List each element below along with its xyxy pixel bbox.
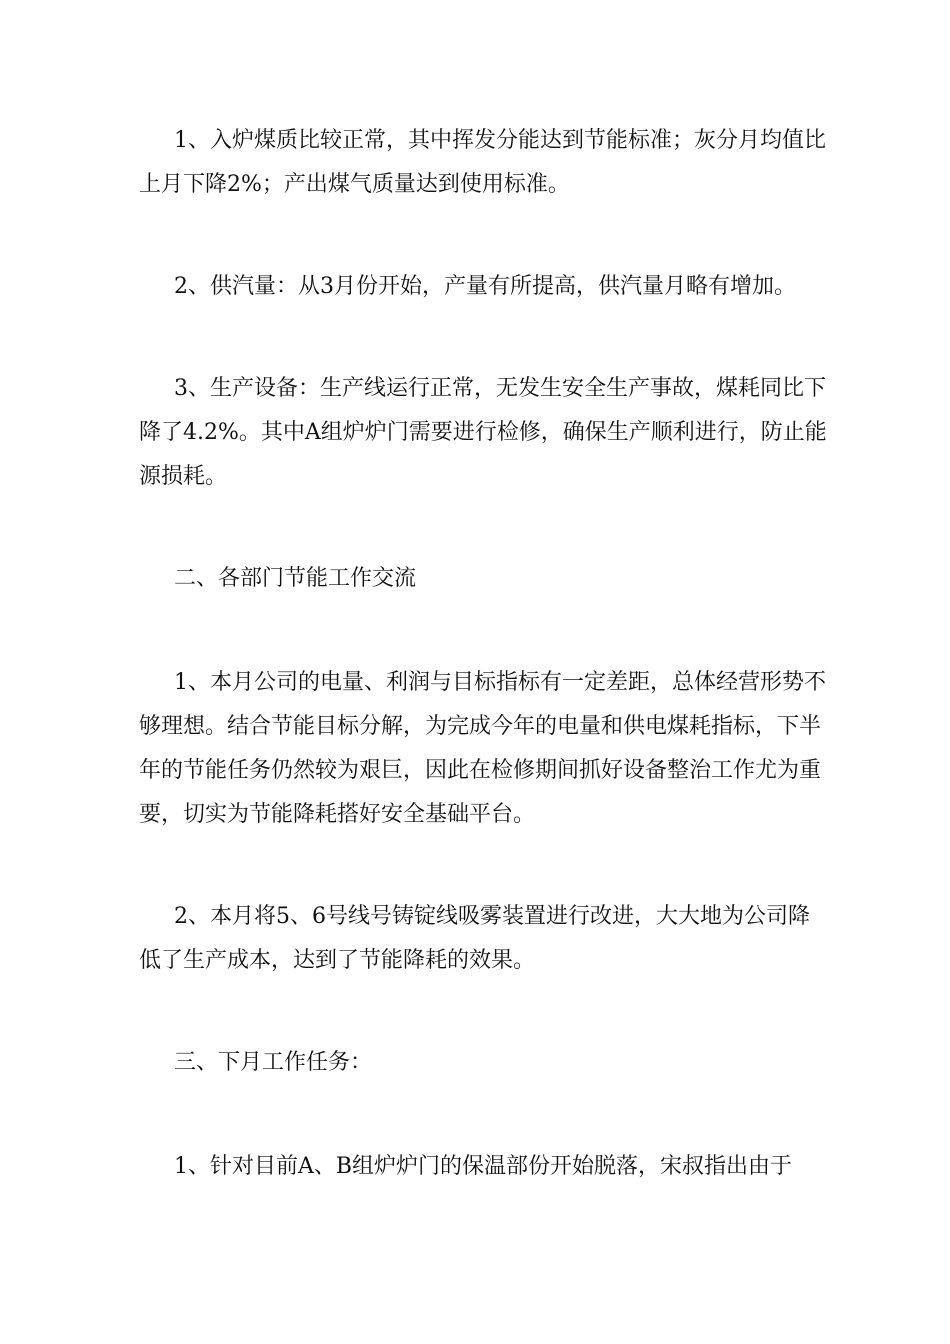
- paragraph: [139, 661, 829, 837]
- section-heading: [139, 557, 829, 601]
- text-line: 三、下月工作任务：: [174, 1050, 373, 1075]
- paragraph: [139, 895, 829, 983]
- text-line: 尤为重要，切实为节能降耗搭好安全基础平台。: [139, 758, 822, 827]
- document-body: [139, 119, 829, 1247]
- text-line: 下降了4.2%。其中A组炉炉门需要进行检修，确保生产顺利进行，防: [139, 376, 827, 445]
- text-line: 低了生产成本，达到了节能降耗的效果。: [139, 948, 536, 973]
- paragraph: [139, 367, 829, 499]
- text-line: 1、针对目前A、B组炉炉门的保温部份开始脱落，宋叔指出由于: [174, 1154, 793, 1179]
- text-line: 2、本月将5、6号线号铸锭线吸雾装置进行改进，大大地为公司降: [174, 904, 810, 929]
- paragraph: [139, 119, 829, 207]
- text-line: 比上月下降2%；产出煤气质量达到使用标准。: [139, 128, 827, 197]
- text-line: 1、本月公司的电量、利润与目标指标有一定差距，总体经营形势: [174, 670, 804, 695]
- text-line: 不够理想。结合节能目标分解，为完成今年的电量和供电煤耗指标，: [139, 670, 827, 739]
- text-line: 1、入炉煤质比较正常，其中挥发分能达到节能标准；灰分月均值: [174, 128, 804, 153]
- text-line: 止能源损耗。: [139, 420, 827, 489]
- text-line: 2、供汽量：从3月份开始，产量有所提高，供汽量月略有增加。: [174, 274, 796, 299]
- text-line: 下半年的节能任务仍然较为艰巨，因此在检修期间抓好设备整治工作: [139, 714, 822, 783]
- paragraph: [139, 1145, 829, 1189]
- paragraph: [139, 265, 829, 309]
- section-heading: [139, 1041, 829, 1085]
- text-line: 二、各部门节能工作交流: [174, 566, 417, 591]
- text-line: 3、生产设备：生产线运行正常，无发生安全生产事故，煤耗同比: [174, 376, 804, 401]
